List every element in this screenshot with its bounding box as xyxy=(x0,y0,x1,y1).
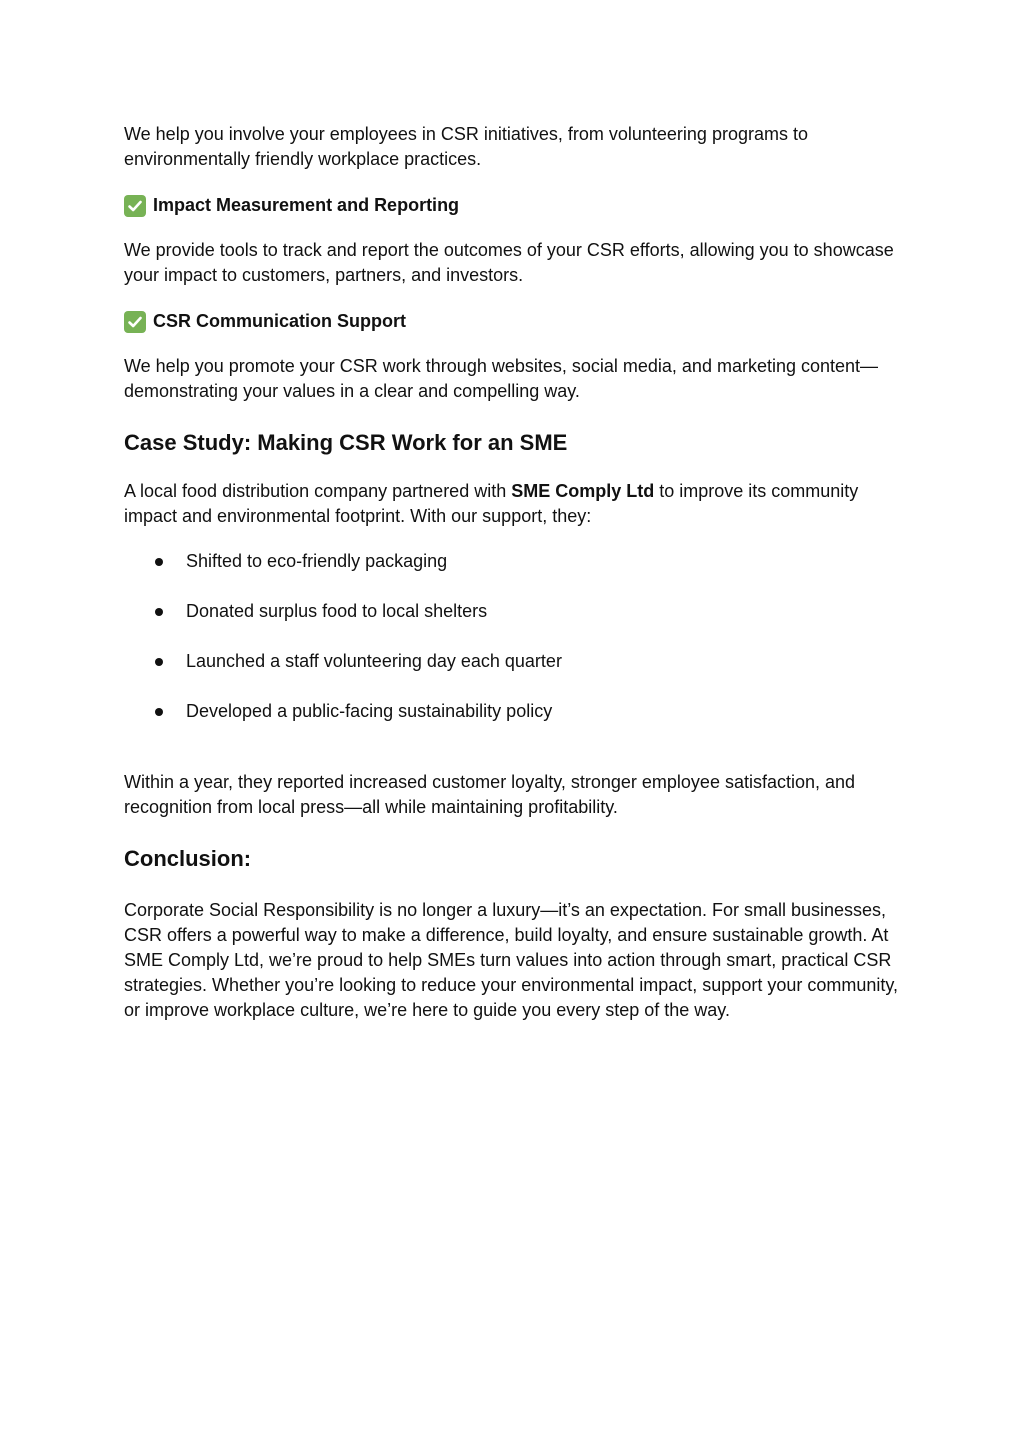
case-study-bullet-list xyxy=(124,549,904,749)
list-item xyxy=(124,599,904,649)
list-item-text: Shifted to eco-friendly packaging xyxy=(186,551,448,571)
check-mark-icon xyxy=(124,195,146,217)
section-heading-communication-support xyxy=(124,309,406,334)
section-heading-text: CSR Communication Support xyxy=(153,311,406,331)
case-study-intro xyxy=(124,479,904,529)
check-mark-icon xyxy=(124,311,146,333)
case-study-intro-before: A local food distribution company partnered with xyxy=(124,481,512,501)
list-item xyxy=(124,549,904,599)
list-item-text: Developed a public-facing sustainability policy xyxy=(186,701,553,721)
conclusion-body: Corporate Social Responsibility is no longer a luxury—it’s an expectation. For small businesses, CSR offers a powerful way to make a difference, build loyalty, and ensure sustainable growth. At SME Comply Ltd, we’re proud to help SMEs turn values into action through smart, practical CSR strategies. Whether you’re looking to reduce your environmental impact, support your community, or improve workplace culture, we’re here to guide you every step of the way. xyxy=(124,900,899,1020)
bullet-icon xyxy=(155,608,163,616)
list-item xyxy=(124,649,904,699)
section-heading-impact-measurement xyxy=(124,193,459,218)
list-item-text: Launched a staff volunteering day each quarter xyxy=(186,651,562,671)
case-study-heading: Case Study: Making CSR Work for an SME xyxy=(124,430,568,455)
list-item xyxy=(124,699,904,749)
bullet-icon xyxy=(155,708,163,716)
intro-paragraph: We help you involve your employees in CSR initiatives, from volunteering programs to environmentally friendly workplace practices. xyxy=(124,124,808,169)
bullet-icon xyxy=(155,658,163,666)
case-study-outcome: Within a year, they reported increased customer loyalty, stronger employee satisfaction, and recognition from local press—all while maintaining profitability. xyxy=(124,772,856,817)
section-body-impact-measurement: We provide tools to track and report the outcomes of your CSR efforts, allowing you to showcase your impact to customers, partners, and investors. xyxy=(124,240,894,285)
section-heading-text: Impact Measurement and Reporting xyxy=(153,195,460,215)
company-name: SME Comply Ltd xyxy=(511,481,655,501)
section-body-communication-support: We help you promote your CSR work through websites, social media, and marketing content—demonstrating your values in a clear and compelling way. xyxy=(124,356,879,401)
list-item-text: Donated surplus food to local shelters xyxy=(186,601,488,621)
conclusion-heading: Conclusion: xyxy=(124,846,252,871)
case-study-intro-after: to improve its community impact and environmental footprint. With our support, they: xyxy=(124,481,859,526)
bullet-icon xyxy=(155,558,163,566)
